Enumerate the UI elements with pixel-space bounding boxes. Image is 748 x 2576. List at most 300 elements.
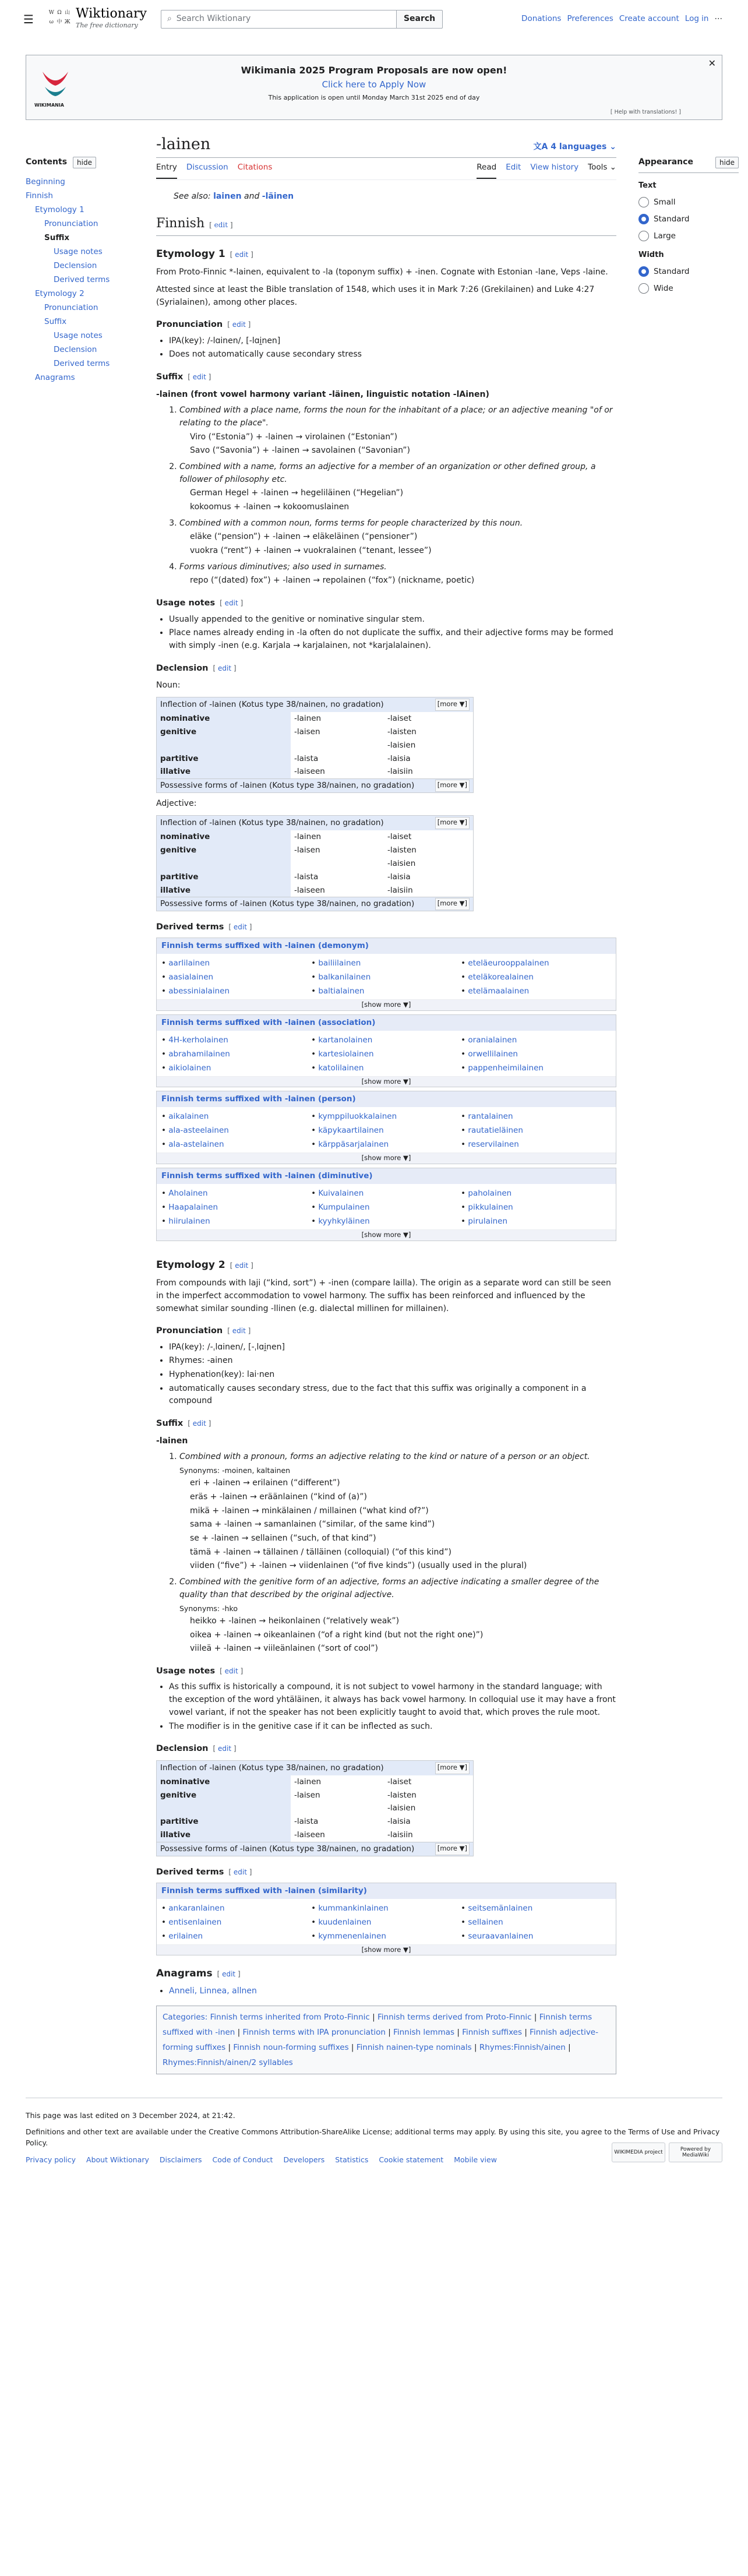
derived-terms-title[interactable]: Finnish terms suffixed with -lainen (demonym): [157, 938, 616, 954]
inflection-cell: nominative: [157, 712, 291, 725]
possessive-forms-bar[interactable]: [156, 779, 474, 793]
more-button[interactable]: [more ▼]: [435, 780, 470, 792]
derived-terms-list: [157, 954, 616, 999]
inflection-row: [157, 752, 473, 766]
category-link[interactable]: Finnish suffixes: [462, 2028, 523, 2038]
edit-link[interactable]: edit: [235, 250, 249, 259]
search-button[interactable]: Search: [397, 10, 443, 29]
derived-term-link[interactable]: • Kumpulainen: [311, 1200, 461, 1214]
see-also-link-2[interactable]: -läinen: [262, 192, 294, 201]
derived-term-link[interactable]: • balkanilainen: [311, 970, 461, 984]
banner-apply-link[interactable]: Click here to Apply Now: [322, 79, 426, 90]
derived-terms-1: [156, 938, 616, 1241]
appearance-hide-button[interactable]: hide: [715, 157, 739, 169]
inflection-row: [157, 1815, 473, 1828]
text-size-standard[interactable]: Standard: [638, 213, 739, 225]
edit-link[interactable]: edit: [233, 1868, 247, 1877]
inflection-cell: -laiseen: [294, 885, 325, 895]
derived-column: [311, 1033, 461, 1075]
usage-example: vuokra (“rent”) + -lainen → vuokralainen (“tenant, lessee”): [190, 546, 432, 556]
category-link[interactable]: Finnish terms inherited from Proto-Finnic: [210, 2013, 370, 2022]
derived-term-link[interactable]: • pirulainen: [461, 1214, 611, 1228]
inflection-header: [157, 1761, 473, 1775]
edit-link[interactable]: edit: [214, 220, 228, 229]
inflection-cell: -laisen: [294, 1790, 320, 1800]
usage-example: Savo (“Savonia”) + -lainen → savolainen (“Savonian”): [190, 446, 410, 456]
main-content: [156, 135, 616, 2074]
derived-column: [161, 956, 311, 998]
inflection-cell: [291, 1802, 384, 1815]
license-text: Definitions and other text are available under the Creative Commons Attribution-ShareAlike License; additional terms may apply. By using this site, you agree to the Terms of Use and Privacy Policy.: [26, 2127, 720, 2148]
derived-term-link[interactable]: • kummankinlainen: [311, 1901, 461, 1915]
derived-term-link[interactable]: • eteläkorealainen: [461, 970, 611, 984]
derived-column: [461, 956, 611, 998]
inflection-table-adjective: [156, 815, 616, 911]
edit-link[interactable]: edit: [235, 1261, 249, 1270]
inflection-cell: -laisien: [387, 1803, 416, 1813]
derived-terms-box: [156, 938, 616, 1011]
category-link[interactable]: Finnish nainen-type nominals: [356, 2043, 472, 2053]
toc-item[interactable]: [26, 301, 146, 315]
edit-link[interactable]: edit: [224, 599, 238, 608]
inflection-table-2: [156, 1760, 616, 1856]
usage-example: mikä + -lainen → minkälainen / millainen (“what kind of?”): [190, 1506, 429, 1516]
width-standard[interactable]: Standard: [638, 266, 739, 278]
heading-usage-notes-1: Usage notes [ edit ]: [156, 598, 244, 608]
inflection-cell: genitive: [157, 725, 291, 739]
derived-term-link[interactable]: • kartesiolainen: [311, 1047, 461, 1061]
edit-link[interactable]: edit: [217, 664, 232, 672]
inflection-cell: -laisia: [387, 1817, 411, 1827]
toc-item-label[interactable]: Anagrams: [35, 372, 75, 382]
synonyms-line: Synonyms: -moinen, kaltainen: [179, 1465, 291, 1475]
derived-term-link[interactable]: • pappenheimilainen: [461, 1061, 611, 1075]
derived-term-link[interactable]: • Haapalainen: [161, 1200, 311, 1214]
toc-list: [26, 175, 146, 385]
inflection-cell: [291, 857, 384, 871]
derived-term-link[interactable]: • kartanolainen: [311, 1033, 461, 1047]
derived-term-link[interactable]: • seitsemänlainen: [461, 1901, 611, 1915]
derived-term-link[interactable]: • käpykaartilainen: [311, 1123, 461, 1137]
toc-item[interactable]: [26, 245, 146, 259]
toc-item[interactable]: [26, 189, 146, 203]
heading-derived-terms-2: Derived terms [ edit ]: [156, 1867, 252, 1877]
toc-item[interactable]: [26, 273, 146, 287]
usage-example: eräs + -lainen → eräänlainen (“kind of (a)”): [190, 1492, 367, 1502]
text-size-label: Text: [638, 181, 657, 190]
category-link[interactable]: Finnish adjective-forming suffixes: [163, 2028, 598, 2053]
toc-item-label[interactable]: Usage notes: [54, 246, 103, 256]
derived-term-link[interactable]: • hiirulainen: [161, 1214, 311, 1228]
derived-column: [461, 1033, 611, 1075]
mediawiki-badge[interactable]: Powered by MediaWiki: [669, 2142, 722, 2162]
preferences-link[interactable]: Preferences: [567, 14, 613, 23]
more-options-icon[interactable]: ⋯: [714, 14, 722, 23]
inflection-cell: -laista: [294, 872, 319, 882]
tab-view-history[interactable]: View history: [530, 163, 579, 172]
inflection-cell: [157, 739, 291, 752]
derived-column: [311, 1186, 461, 1228]
tab-read[interactable]: Read: [477, 161, 496, 179]
usage-example: sama + -lainen → samanlainen (“similar, of the same kind”): [190, 1520, 435, 1530]
inflection-header: [157, 697, 473, 712]
etymology-1-text: From Proto-Finnic *-lainen, equivalent to -la (toponym suffix) + -inen. Cognate with Estonian -lane, Veps -laine.: [156, 267, 608, 277]
inflection-cell: -laisiin: [387, 1830, 413, 1840]
category-link[interactable]: Rhymes:Finnish/ainen: [479, 2043, 566, 2053]
derived-term-link[interactable]: • Kuivalainen: [311, 1186, 461, 1200]
tab-entry[interactable]: Entry: [156, 161, 177, 179]
edit-link[interactable]: edit: [232, 1327, 246, 1335]
radio-selected-icon: [638, 214, 649, 224]
derived-term-link[interactable]: • ankaranlainen: [161, 1901, 311, 1915]
derived-term-link[interactable]: • kärppäsarjalainen: [311, 1137, 461, 1151]
derived-term-link[interactable]: • eteläeurooppalainen: [461, 956, 611, 970]
toc-item-label[interactable]: Etymology 2: [35, 288, 84, 298]
heading-declension-2: Declension [ edit ]: [156, 1744, 237, 1754]
noun-label: Noun:: [156, 681, 181, 690]
edit-link[interactable]: edit: [232, 320, 246, 329]
usage-note: • The modifier is in the genitive case if it can be inflected as such.: [169, 1721, 616, 1733]
sense-item: [179, 404, 616, 457]
derived-terms-title[interactable]: Finnish terms suffixed with -lainen (person): [157, 1091, 616, 1107]
edit-link[interactable]: edit: [192, 1419, 206, 1428]
edit-link[interactable]: edit: [192, 373, 206, 382]
category-link[interactable]: Finnish terms suffixed with -inen: [163, 2013, 592, 2038]
derived-terms-title[interactable]: Finnish terms suffixed with -lainen (association): [157, 1015, 616, 1031]
heading-etymology-2: Etymology 2 [ edit ]: [156, 1259, 253, 1271]
toc-item[interactable]: [26, 231, 146, 245]
derived-terms-box: [156, 1014, 616, 1088]
sense-item: [179, 561, 616, 587]
edit-link[interactable]: edit: [217, 1745, 232, 1753]
derived-column: [161, 1901, 311, 1943]
search-form: [161, 10, 443, 29]
derived-column: [311, 1901, 461, 1943]
toc-item[interactable]: [26, 217, 146, 231]
etymology-2-text: From compounds with laji (“kind, sort”) + -inen (compare lailla). The origin as a separate word can still be seen in the imperfect accommodation to vowel harmony. The suffix has been reinforced and influenced by the somewhat similar sounding -llinen (e.g. dialectal millinen for millainen).: [156, 1278, 611, 1313]
synonyms-line: Synonyms: -hko: [179, 1604, 238, 1613]
usage-note: • Usually appended to the genitive or nominative singular stem.: [169, 614, 616, 626]
inflection-cell: [291, 739, 384, 752]
inflection-cell: -lainen: [294, 831, 322, 841]
sense-list-2: [179, 1451, 616, 1655]
page-footer: [26, 2098, 722, 2168]
inflection-cell: -laiseen: [294, 1830, 325, 1840]
inflection-cell: -laisia: [387, 753, 411, 763]
derived-term-link[interactable]: • rantalainen: [461, 1109, 611, 1123]
inflection-cell: -laiset: [387, 831, 412, 841]
inflection-cell: partitive: [157, 1815, 291, 1828]
heading-declension-1: Declension [ edit ]: [156, 663, 237, 673]
toc-item[interactable]: [26, 287, 146, 301]
show-more-button[interactable]: [show more ▼]: [157, 1944, 616, 1955]
derived-term-link[interactable]: • oranialainen: [461, 1033, 611, 1047]
footer-link[interactable]: Developers: [283, 2155, 325, 2165]
anagram-link[interactable]: Anneli, Linnea, allnen: [169, 1986, 257, 1996]
category-link[interactable]: Finnish terms derived from Proto-Finnic: [377, 2013, 532, 2022]
inflection-cell: nominative: [157, 830, 291, 844]
inflection-cell: genitive: [157, 844, 291, 857]
category-link[interactable]: Finnish terms with IPA pronunciation: [242, 2028, 386, 2038]
possessive-title: Possessive forms of -lainen (Kotus type 38/nainen, no gradation): [160, 1844, 415, 1854]
toc-item[interactable]: [26, 357, 146, 371]
more-button[interactable]: [more ▼]: [435, 898, 470, 910]
derived-term-link[interactable]: • seuraavanlainen: [461, 1929, 611, 1943]
toc-item[interactable]: [26, 315, 146, 329]
derived-term-link[interactable]: • kymmenenlainen: [311, 1929, 461, 1943]
banner-help-link[interactable]: [ Help with translations! ]: [610, 109, 681, 116]
derived-term-link[interactable]: • paholainen: [461, 1186, 611, 1200]
toc-item[interactable]: [26, 371, 146, 385]
derived-column: [161, 1033, 311, 1075]
derived-column: [461, 1186, 611, 1228]
footer-link[interactable]: Disclaimers: [159, 2155, 202, 2165]
radio-icon: [638, 197, 649, 207]
derived-terms-list: [157, 1107, 616, 1153]
usage-example: repo (“(dated) fox”) + -lainen → repolainen (“fox”) (nickname, poetic): [190, 576, 475, 586]
derived-term-link[interactable]: • katolilainen: [311, 1061, 461, 1075]
toc-item-label[interactable]: Declension: [54, 344, 97, 354]
derived-term-link[interactable]: • orwellilainen: [461, 1047, 611, 1061]
sense-item: [179, 1451, 616, 1573]
inflection-row: [157, 830, 473, 844]
inflection-row: [157, 1828, 473, 1842]
possessive-forms-bar[interactable]: [156, 897, 474, 911]
create-account-link[interactable]: Create account: [619, 14, 679, 23]
wiktionary-logo-icon: W Ω 山 ω 中 Ж: [48, 9, 70, 26]
toc-item[interactable]: [26, 175, 146, 189]
toc-item-label[interactable]: Pronunciation: [44, 219, 98, 228]
footer-link[interactable]: Code of Conduct: [212, 2155, 273, 2165]
inflection-cell: -lainen: [294, 713, 322, 723]
ipa-item: • IPA(key): /-lɑinen/, [-lɑi̯nen]: [169, 335, 616, 348]
text-size-large[interactable]: Large: [638, 230, 739, 242]
inflection-cell: -laisiin: [387, 885, 413, 895]
inflection-row: [157, 844, 473, 857]
derived-term-link[interactable]: • kyyhkyläinen: [311, 1214, 461, 1228]
login-link[interactable]: Log in: [685, 14, 709, 23]
usage-note: • As this suffix is historically a compound, it is not subject to vowel harmony in the standard language; with the exception of the word yhtäläinen, it always has back vowel harmony. In colloquial use it may have a front vowel variant, if not the speaker has not been explicitly taught to avoid that, which proves the rule moot.: [169, 1681, 616, 1719]
inflection-title: Inflection of -lainen (Kotus type 38/nainen, no gradation): [160, 699, 384, 709]
translate-icon: 文A: [533, 142, 551, 152]
footer-link[interactable]: Cookie statement: [379, 2155, 444, 2165]
inflection-row: [157, 1802, 473, 1815]
see-also: See also: lainen and -läinen: [174, 192, 294, 201]
derived-column: [161, 1109, 311, 1151]
headword-2: -lainen: [156, 1436, 188, 1446]
derived-column: [311, 1109, 461, 1151]
inflection-row: [157, 725, 473, 739]
footer-link[interactable]: Privacy policy: [26, 2155, 76, 2165]
derived-term-link[interactable]: • etelämaalainen: [461, 984, 611, 998]
adjective-label: Adjective:: [156, 799, 197, 809]
derived-term-link[interactable]: • abessinialainen: [161, 984, 311, 998]
usage-example: kokoomus + -lainen → kokoomuslainen: [190, 502, 350, 512]
toc-item-label[interactable]: Beginning: [26, 177, 65, 186]
inflection-cell: -laisen: [294, 845, 320, 855]
possessive-title: Possessive forms of -lainen (Kotus type 38/nainen, no gradation): [160, 781, 415, 791]
inflection-row: [157, 712, 473, 725]
inflection-row: [157, 1789, 473, 1802]
derived-term-link[interactable]: • erilainen: [161, 1929, 311, 1943]
more-button[interactable]: [more ▼]: [435, 817, 470, 829]
derived-term-link[interactable]: • aikalainen: [161, 1109, 311, 1123]
heading-anagrams: Anagrams [ edit ]: [156, 1968, 241, 1980]
derived-column: [461, 1109, 611, 1151]
tab-discussion[interactable]: Discussion: [186, 163, 228, 172]
toc-item-label[interactable]: Finnish: [26, 191, 53, 200]
inflection-cell: genitive: [157, 1789, 291, 1802]
inflection-cell: -laista: [294, 1817, 319, 1827]
show-more-button[interactable]: [show more ▼]: [157, 1153, 616, 1164]
derived-terms-title[interactable]: Finnish terms suffixed with -lainen (diminutive): [157, 1168, 616, 1184]
search-input[interactable]: [161, 10, 397, 29]
lang-heading-finnish: Finnish [ edit ]: [156, 214, 616, 236]
heading-pronunciation-2: Pronunciation [ edit ]: [156, 1326, 251, 1336]
inflection-table: [156, 815, 474, 898]
more-button[interactable]: [more ▼]: [435, 699, 470, 711]
edit-link[interactable]: edit: [222, 1970, 236, 1979]
search-icon: ⌕: [167, 14, 172, 24]
derived-terms-box: [156, 1168, 616, 1241]
edit-link[interactable]: edit: [233, 923, 247, 932]
derived-terms-box: [156, 1883, 616, 1956]
derived-term-link[interactable]: • pikkulainen: [461, 1200, 611, 1214]
tab-edit[interactable]: Edit: [506, 163, 521, 172]
toc-item[interactable]: [26, 259, 146, 273]
derived-term-link[interactable]: • bailiilainen: [311, 956, 461, 970]
usage-example: eläke (“pension”) + -lainen → eläkeläinen (“pensioner”): [190, 532, 418, 542]
toc-item-label[interactable]: Suffix: [44, 232, 70, 242]
toc-hide-button[interactable]: hide: [73, 157, 96, 169]
heading-suffix-2: Suffix [ edit ]: [156, 1419, 211, 1429]
donations-link[interactable]: Donations: [521, 14, 562, 23]
tools-menu[interactable]: Tools ⌄: [588, 163, 616, 172]
toc-item-label[interactable]: Pronunciation: [44, 302, 98, 312]
more-button[interactable]: [more ▼]: [435, 1762, 470, 1774]
derived-term-link[interactable]: • baltialainen: [311, 984, 461, 998]
derived-term-link[interactable]: • aasialainen: [161, 970, 311, 984]
derived-term-link[interactable]: • aikiolainen: [161, 1061, 311, 1075]
categories-label[interactable]: Categories:: [163, 2013, 208, 2022]
rhymes-item: • Rhymes: -ainen: [169, 1355, 616, 1368]
derived-terms-title[interactable]: Finnish terms suffixed with -lainen (similarity): [157, 1883, 616, 1899]
close-icon[interactable]: ✕: [708, 58, 716, 69]
inflection-cell: [157, 857, 291, 871]
inflection-cell: -laiset: [387, 713, 412, 723]
stress-note: • automatically causes secondary stress, due to the fact that this suffix was originally a component in a compound: [169, 1383, 616, 1408]
derived-term-link[interactable]: • ala-asteelainen: [161, 1123, 311, 1137]
banner-logo-text: WIKIMANIA: [34, 103, 64, 108]
radio-selected-icon: [638, 266, 649, 277]
language-selector[interactable]: 文A 4 languages ⌄: [533, 142, 616, 152]
derived-column: [161, 1186, 311, 1228]
radio-icon: [638, 231, 649, 241]
more-button[interactable]: [more ▼]: [435, 1843, 470, 1855]
derived-term-link[interactable]: • abrahamilainen: [161, 1047, 311, 1061]
heading-derived-terms-1: Derived terms [ edit ]: [156, 922, 252, 932]
toc-item-label[interactable]: Etymology 1: [35, 205, 84, 214]
inflection-cell: -laista: [294, 753, 319, 763]
inflection-cell: partitive: [157, 752, 291, 766]
inflection-cell: -laisia: [387, 872, 411, 882]
central-notice-banner: [26, 55, 722, 120]
inflection-row: [157, 765, 473, 778]
derived-term-link[interactable]: • 4H-kerholainen: [161, 1033, 311, 1047]
derived-term-link[interactable]: • kuudenlainen: [311, 1915, 461, 1929]
derived-term-link[interactable]: • reservilainen: [461, 1137, 611, 1151]
hyphenation-item: • Hyphenation(key): lai‧nen: [169, 1369, 616, 1382]
inflection-cell: -laisien: [387, 858, 416, 868]
footer-link[interactable]: Statistics: [335, 2155, 369, 2165]
toc-title: Contents: [26, 157, 68, 167]
category-link[interactable]: Rhymes:Finnish/ainen/2 syllables: [163, 2058, 293, 2068]
inflection-cell: -laiseen: [294, 767, 325, 777]
text-size-small[interactable]: Small: [638, 196, 739, 209]
site-tagline: The free dictionary: [76, 22, 138, 30]
category-link[interactable]: Finnish lemmas: [393, 2028, 455, 2038]
main-menu-icon[interactable]: ☰: [23, 12, 34, 26]
toc-item-label[interactable]: Usage notes: [54, 330, 103, 340]
footer-link[interactable]: About Wiktionary: [86, 2155, 149, 2165]
toc-item-label[interactable]: Declension: [54, 260, 97, 270]
inflection-cell: -laisien: [387, 740, 416, 750]
toc-item-label[interactable]: Suffix: [44, 316, 67, 326]
possessive-forms-bar[interactable]: [156, 1842, 474, 1856]
tab-citations[interactable]: Citations: [237, 163, 273, 172]
width-wide[interactable]: Wide: [638, 283, 739, 295]
derived-term-link[interactable]: • Aholainen: [161, 1186, 311, 1200]
appearance-title: Appearance: [638, 157, 693, 167]
derived-term-link[interactable]: • rautatieläinen: [461, 1123, 611, 1137]
sense-definition: 2. Combined with the genitive form of an adjective, forms an adjective indicating a smaller degree of the quality than that described by the original adjective.: [179, 1577, 599, 1599]
show-more-button[interactable]: [show more ▼]: [157, 999, 616, 1010]
inflection-title: Inflection of -lainen (Kotus type 38/nainen, no gradation): [160, 817, 384, 827]
stress-note: • Does not automatically cause secondary stress: [169, 348, 616, 361]
banner-subtext: This application is open until Monday March 31st 2025 end of day: [268, 94, 480, 102]
footer-link[interactable]: Mobile view: [454, 2155, 497, 2165]
page-title: -lainen: [156, 135, 211, 153]
site-title: Wiktionary: [76, 6, 147, 22]
derived-term-link[interactable]: • kymppiluokkalainen: [311, 1109, 461, 1123]
inflection-cell: illative: [157, 1828, 291, 1842]
edit-link[interactable]: edit: [224, 1666, 238, 1675]
inflection-row: [157, 739, 473, 752]
toc-item-label[interactable]: Derived terms: [54, 274, 110, 284]
derived-term-link[interactable]: • sellainen: [461, 1915, 611, 1929]
show-more-button[interactable]: [show more ▼]: [157, 1076, 616, 1087]
toc-item-label[interactable]: Derived terms: [54, 358, 110, 368]
toc-item[interactable]: [26, 329, 146, 343]
derived-term-link[interactable]: • aarlilainen: [161, 956, 311, 970]
inflection-cell: illative: [157, 884, 291, 897]
see-also-link-1[interactable]: lainen: [213, 192, 242, 201]
site-logo[interactable]: [48, 8, 147, 30]
usage-example: German Hegel + -lainen → hegeliläinen (“Hegelian”): [190, 488, 404, 498]
usage-note: • Place names already ending in -la often do not duplicate the suffix, and their adjective forms may be formed with simply -inen (e.g. Karjala → karjalainen, not *karjalalainen).: [169, 627, 616, 652]
derived-term-link[interactable]: • ala-astelainen: [161, 1137, 311, 1151]
show-more-button[interactable]: [show more ▼]: [157, 1229, 616, 1241]
inflection-cell: -laisen: [294, 727, 320, 736]
toc-item[interactable]: [26, 203, 146, 217]
derived-term-link[interactable]: • entisenlainen: [161, 1915, 311, 1929]
toc-item[interactable]: [26, 343, 146, 357]
width-label: Width: [638, 250, 664, 259]
category-link[interactable]: Finnish noun-forming suffixes: [233, 2043, 349, 2053]
inflection-cell: -laiset: [387, 1777, 412, 1786]
wikimedia-badge[interactable]: WIKIMEDIA project: [612, 2142, 665, 2162]
inflection-table-noun: [156, 697, 616, 793]
